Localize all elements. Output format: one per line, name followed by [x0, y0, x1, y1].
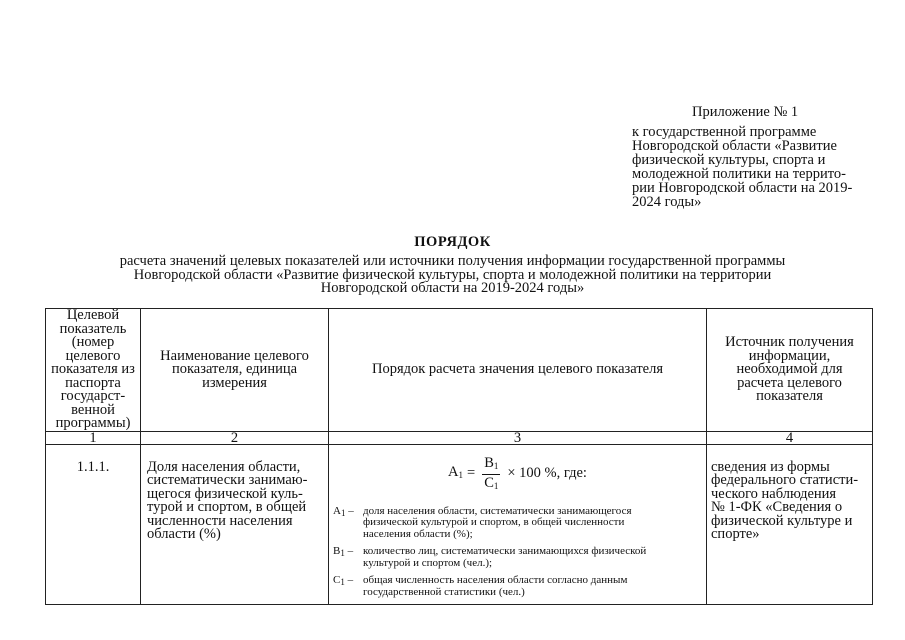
subtitle-line: Новгородской области на 2019-2024 годы» — [320, 280, 585, 296]
header-indicator-name: Наименование целевого показателя, единица измерения — [141, 309, 329, 432]
definition-text: общая численность населения области согласно данным государственной статистики (чел.) — [363, 574, 628, 598]
appendix-title: Приложение № 1 — [692, 104, 799, 120]
formula-equals: = — [467, 465, 476, 482]
definition-a1 — [333, 506, 702, 541]
definition-c1 — [333, 575, 702, 598]
header-indicator-number: Целевой показатель (номер целевого показателя из паспорта государст- венной программы) — [46, 309, 141, 432]
document-subtitle — [40, 255, 865, 296]
formula-lhs: $A_1$ — [448, 463, 464, 480]
indicator-name: Доля населения области, систематически занимаю- щегося физической куль- турой и спортом, в общей численности населения области (%) — [141, 444, 329, 605]
indicator-code: 1.1.1. — [46, 444, 141, 605]
appendix-line: 2024 годы» — [632, 194, 702, 210]
header-calculation-order: Порядок расчета значения целевого показателя — [329, 309, 707, 432]
indicators-table — [45, 308, 873, 605]
appendix-line: рии Новгородской области на 2019- — [632, 180, 853, 196]
formula-fraction — [482, 455, 500, 494]
table-header-row — [46, 309, 873, 432]
document-title: ПОРЯДОК — [414, 234, 491, 250]
appendix-line: физической культуры, спорта и — [632, 152, 826, 168]
definition-symbol: $A_1$ – — [333, 504, 354, 518]
formula-tail: × 100 %, где: — [507, 465, 587, 482]
definition-symbol: $C_1$ – — [333, 574, 354, 587]
subtitle-line: расчета значений целевых показателей или источники получения информации государственной программы — [119, 253, 786, 269]
column-number: 1 — [46, 431, 141, 444]
appendix-line: к государственной программе — [632, 124, 817, 140]
appendix-line: Новгородской области «Развитие — [632, 138, 837, 154]
information-source: сведения из формы федерального статисти- ческого наблюдения № 1-ФК «Сведения о физической культуре и спорте» — [707, 444, 873, 605]
definition-text: доля населения области, систематически занимающегося физической культурой и спортом, в общей численности населения области (%); — [363, 504, 632, 540]
appendix-line: молодежной политики на террито- — [632, 166, 846, 182]
definition-symbol: $B_1$ – — [333, 545, 354, 558]
column-number-row — [46, 431, 873, 444]
column-number: 2 — [141, 431, 329, 444]
subtitle-line: Новгородской области «Развитие физической культуры, спорта и молодежной политики на территории — [133, 266, 772, 283]
formula-numerator: $B_1$ — [482, 455, 500, 475]
formula — [333, 455, 702, 494]
header-information-source: Источник получения информации, необходимой для расчета целевого показателя — [707, 309, 873, 432]
column-number: 3 — [329, 431, 707, 444]
appendix-text — [632, 125, 872, 209]
column-number: 4 — [707, 431, 873, 444]
definition-text: количество лиц, систематически занимающихся физической культурой и спортом (чел.); — [363, 545, 647, 569]
table-row — [46, 444, 873, 605]
calculation-cell — [329, 444, 707, 605]
definition-b1 — [333, 546, 702, 569]
formula-denominator: $C_1$ — [484, 474, 499, 491]
